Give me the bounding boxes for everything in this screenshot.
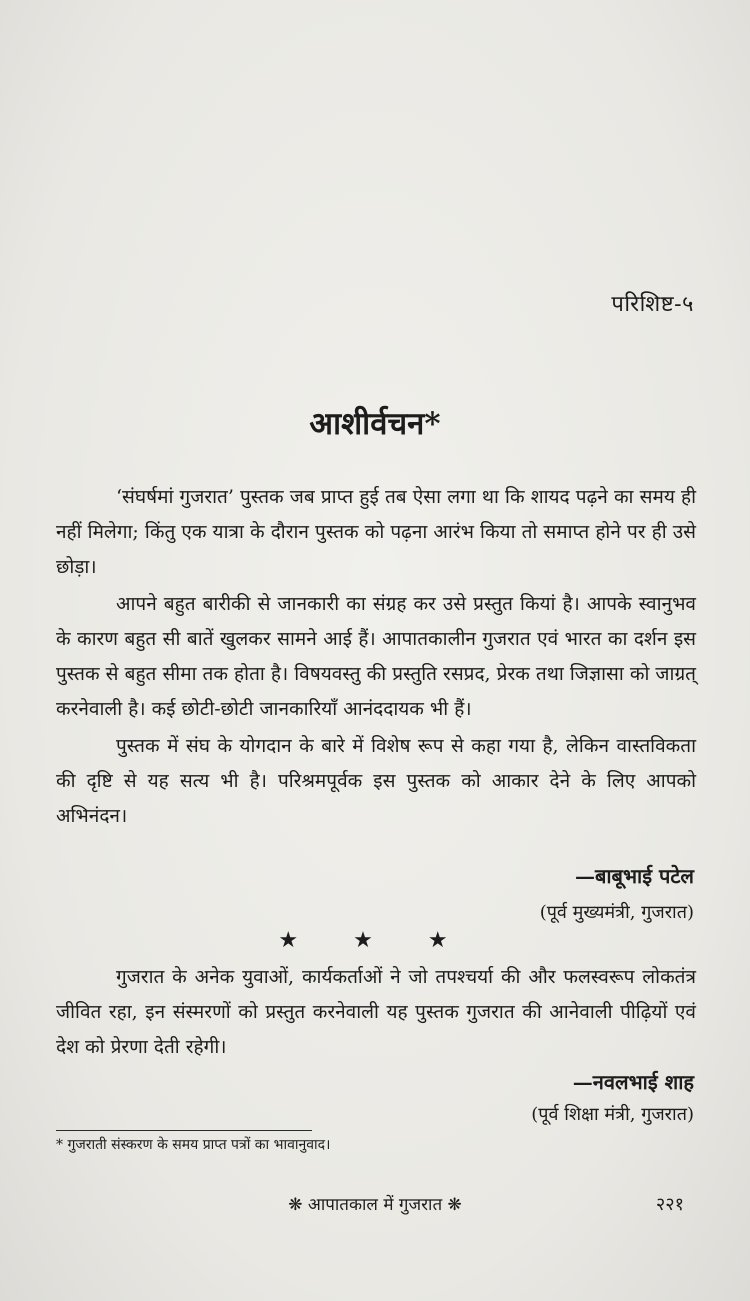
section-label: परिशिष्ट-५ (611, 292, 694, 317)
page-number: २२१ (655, 1194, 684, 1215)
running-footer-title: ❋ आपातकाल में गुजरात ❋ (288, 1195, 462, 1215)
paragraph: पुस्तक में संघ के योगदान के बारे में विशेष रूप से कहा गया है, लेकिन वास्तविकता की दृष्टि से यह सत्य भी है। परिश्रमपूर्वक इस पुस्तक को आकार देने के लिए आपको अभिनंदन। (56, 735, 696, 827)
footnote-divider (56, 1130, 312, 1131)
signature-2: —नवलभाई शाह (572, 1070, 694, 1094)
paragraph: आपने बहुत बारीकी से जानकारी का संग्रह कर उसे प्रस्तुत कियां है। आपके स्वानुभव के कारण बहुत सी बातें खुलकर सामने आई हैं। आपातकालीन गुजरात एवं भारत का दर्शन इस पुस्तक से बहुत सीमा तक होता है। विषयवस्तु की प्रस्तुति रसप्रद, प्रेरक तथा जिज्ञासा को जाग्रत् करनेवाली है। कई छोटी-छोटी जानकारियाँ आनंददायक भी हैं। (56, 593, 696, 720)
signature-1: —बाबूभाई पटेल (574, 864, 694, 888)
footnote: * गुजराती संस्करण के समय प्राप्त पत्रों का भावानुवाद। (56, 1137, 331, 1153)
signature-1-role: (पूर्व मुख्यमंत्री, गुजरात) (539, 902, 694, 923)
message-block-2 (56, 960, 696, 1067)
paragraph: गुजरात के अनेक युवाओं, कार्यकर्ताओं ने जो तपश्चर्या की और फलस्वरूप लोकतंत्र जीवित रहा, इन संस्मरणों को प्रस्तुत करनेवाली यह पुस्तक गुजरात की आनेवाली पीढ़ियों एवं देश को प्रेरणा देती रहेगी। (56, 966, 696, 1058)
section-separator: ★ ★ ★ (278, 928, 472, 953)
message-block-1 (56, 480, 696, 836)
signature-2-role: (पूर्व शिक्षा मंत्री, गुजरात) (531, 1104, 694, 1125)
paragraph: ‘संघर्षमां गुजरात’ पुस्तक जब प्राप्त हुई तब ऐसा लगा था कि शायद पढ़ने का समय ही नहीं मिलेगा; किंतु एक यात्रा के दौरान पुस्तक को पढ़ना आरंभ किया तो समाप्त होने पर ही उसे छोड़ा। (56, 486, 696, 578)
page-title: आशीर्वचन* (309, 406, 441, 442)
